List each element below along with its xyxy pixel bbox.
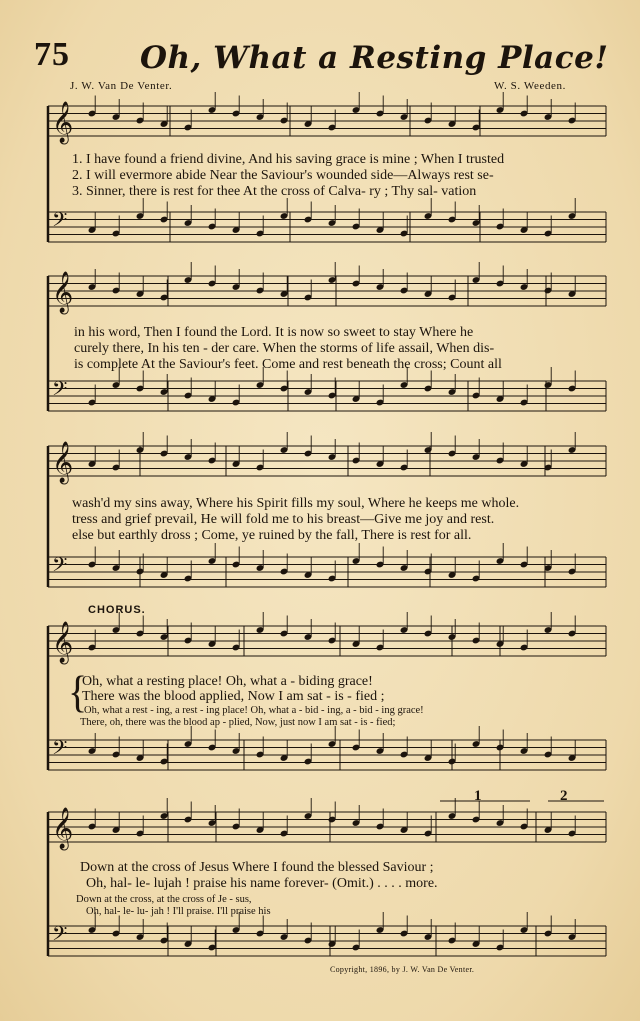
verse-lyric-line: tress and grief prevail, He will fold me to his breast—Give me joy and rest. <box>72 512 495 527</box>
verse-lyric-line: 1. I have found a friend divine, And his saving grace is mine ; When I trusted <box>72 152 505 167</box>
second-ending-label: 2 <box>560 788 568 804</box>
bass-clef-icon: 𝄢 <box>52 553 68 581</box>
treble-clef-icon: 𝄞 <box>52 622 74 663</box>
chorus-lyric-line: Oh, hal- le- lu- jah ! I'll praise. I'll praise his <box>86 906 271 917</box>
copyright-notice: Copyright, 1896, by J. W. Van De Venter. <box>330 965 475 974</box>
music-credit: W. S. Weeden. <box>494 80 566 92</box>
chorus-lyric-line: Down at the cross, at the cross of Je - sus, <box>76 894 252 905</box>
verse-lyric-line: 3. Sinner, there is rest for thee At the cross of Calva- ry ; Thy sal- vation <box>72 184 477 199</box>
chorus-label: CHORUS. <box>88 604 146 616</box>
chorus-lyric-line: Oh, hal- le- lujah ! praise his name forever- (Omit.) . . . . more. <box>86 876 438 891</box>
chorus-lyric-line: Down at the cross of Jesus Where I found the blessed Saviour ; <box>80 860 434 875</box>
words-credit: J. W. Van De Venter. <box>70 80 173 92</box>
verse-lyric-line: else but earthly dross ; Come, ye ruined by the fall, There is rest for all. <box>72 528 472 543</box>
treble-clef-icon: 𝄞 <box>52 808 74 849</box>
verse-lyric-line: curely there, In his ten - der care. When the storms of life assail, When dis- <box>74 341 495 356</box>
hymn-number: 75 <box>34 36 70 73</box>
first-ending-label: 1 <box>474 788 482 804</box>
bass-clef-icon: 𝄢 <box>52 736 68 764</box>
treble-clef-icon: 𝄞 <box>52 442 74 483</box>
bass-clef-icon: 𝄢 <box>52 377 68 405</box>
chorus-lyric-line: Oh, what a resting place! Oh, what a - biding grace! <box>82 674 373 689</box>
verse-lyric-line: wash'd my sins away, Where his Spirit fills my soul, Where he keeps me whole. <box>72 496 520 511</box>
verse-lyric-line: in his word, Then I found the Lord. It is now so sweet to stay Where he <box>74 325 474 340</box>
verse-lyric-line: is complete At the Saviour's feet. Come and rest beneath the cross; Count all <box>74 357 502 372</box>
verse-lyric-line: 2. I will evermore abide Near the Saviour's wounded side—Always rest se- <box>72 168 494 183</box>
lyric-brace: { <box>68 666 88 717</box>
bass-clef-icon: 𝄢 <box>52 208 68 236</box>
treble-clef-icon: 𝄞 <box>52 102 74 143</box>
chorus-lyric-line: There was the blood applied, Now I am sat - is - fied ; <box>82 689 385 704</box>
bass-clef-icon: 𝄢 <box>52 922 68 950</box>
treble-clef-icon: 𝄞 <box>52 272 74 313</box>
chorus-lyric-line: Oh, what a rest - ing, a rest - ing place! Oh, what a - bid - ing, a - bid - ing grace! <box>84 705 424 716</box>
chorus-lyric-line: There, oh, there was the blood ap - plied, Now, just now I am sat - is - fied; <box>80 717 396 728</box>
hymn-title: Oh, What a Resting Place! <box>140 40 609 76</box>
